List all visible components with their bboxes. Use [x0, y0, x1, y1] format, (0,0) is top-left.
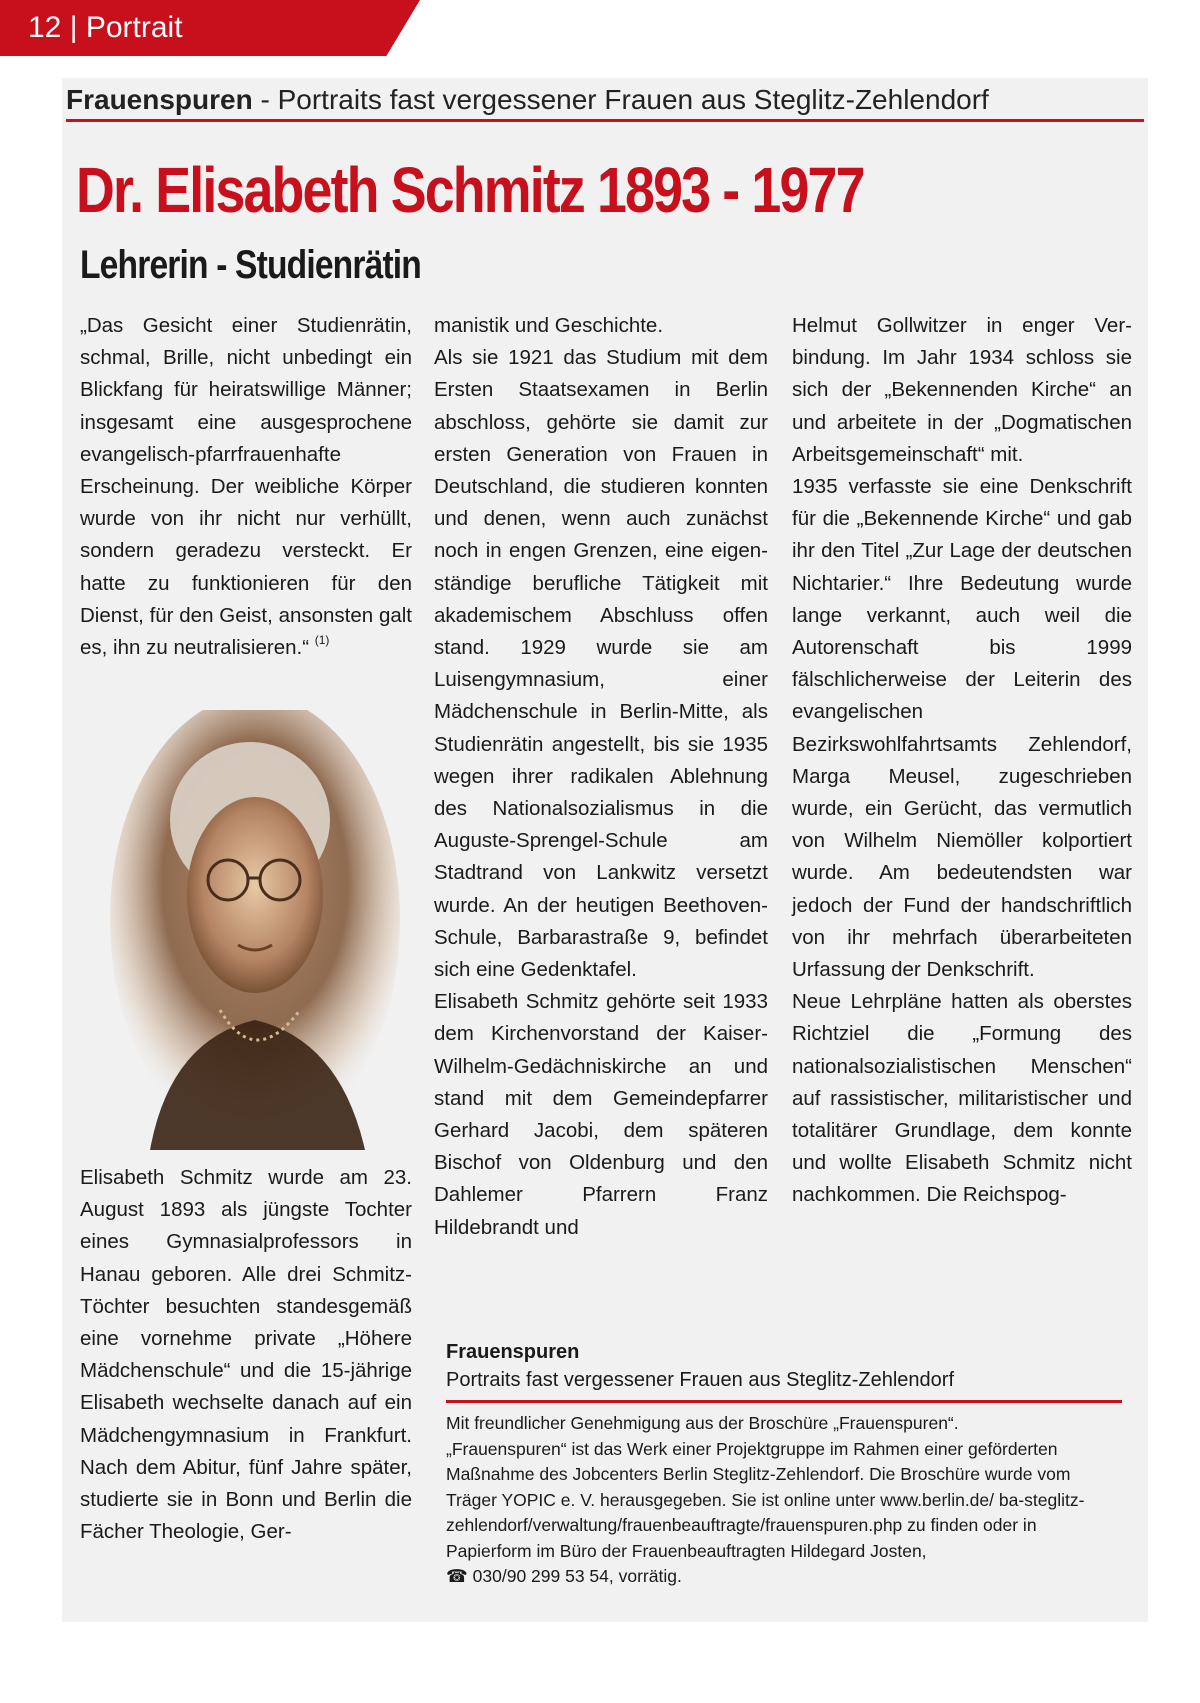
section-tab-label: 12 | Portrait: [28, 11, 183, 44]
source-notes: [446, 1411, 1116, 1590]
series-heading-rest: - Portraits fast vergessener Frauen aus Steglitz-Zehlendorf: [252, 84, 989, 115]
article-title: Dr. Elisabeth Schmitz 1893 - 1977: [76, 154, 864, 226]
source-note-permission: Mit freundlicher Genehmigung aus der Broschüre „Frauenspuren“.: [446, 1413, 959, 1433]
source-box: [446, 1338, 1116, 1590]
series-divider: [66, 119, 1144, 122]
source-note-phone: ☎ 030/90 299 53 54, vorrätig.: [446, 1566, 682, 1586]
column-2: [434, 310, 768, 1244]
portrait-photo: [110, 710, 400, 1150]
footnote-ref: (1): [314, 633, 330, 648]
article-subtitle: Lehrerin - Studienrätin: [80, 243, 421, 287]
column-3-paragraph-1: Helmut Gollwitzer in enger Verbindung. Im Jahr 1934 schloss sie sich der „Bekennenden Kirche“ an und arbeitete in der „Dogmatischen Arbeitsgemeinschaft“ mit.: [792, 314, 1132, 466]
source-divider: [446, 1400, 1122, 1403]
column-3-paragraph-2: 1935 verfasste sie eine Denkschrift für die „Bekennende Kirche“ und gab ihr den Titel „Zur Lage der deutschen Nichtarier.“ Ihre Bedeutung wurde lange verkannt, auch weil die Autorenschaft bis 1999 fälschlicherweise der Leiterin des evangelischen Bezirkswohlfahrtsamts Zehlendorf, Marga Meusel, zugeschrieben wurde, ein Gerücht, das vermutlich von Wilhelm Niemöller kolportiert wurde. Am bedeutendsten war jedoch der Fund der handschriftlich von ihr mehrfach überarbeiteten Urfassung der Denkschrift.: [792, 475, 1132, 982]
intro-quote: [80, 310, 412, 664]
intro-quote-text: „Das Gesicht einer Studienrätin, schmal, Brille, nicht unbedingt ein Blickfang für heiratswillige Männer; insgesamt eine ausgesprochene evangelisch-pfarrfrauenhafte Erscheinung. Der weibliche Körper wurde von ihr nicht nur verhüllt, sondern geradezu versteckt. Er hatte zu funktionieren für den Dienst, für den Geist, ansonsten galt es, ihn zu neutralisieren.“: [80, 314, 412, 660]
source-title: Frauenspuren: [446, 1341, 580, 1363]
column-2-paragraph-2: Als sie 1921 das Studium mit dem Ersten Staatsexamen in Berlin abschloss, gehörte sie damit zur ersten Generation von Frauen in Deutschland, die studieren konnten und denen, wenn auch zunächst noch in engen Grenzen, eine eigenständige berufliche Tätigkeit mit akademischem Abschluss offen stand. 1929 wurde sie am Luisengymnasium, einer Mädchenschule in Berlin-Mitte, als Studienrätin angestellt, bis sie 1935 wegen ihrer radikalen Ablehnung des Nationalsozialismus in die Auguste-Sprengel-Schule am Stadtrand von Lankwitz versetzt wurde. An der heutigen Beethoven-Schule, Barbarastraße 9, befindet sich eine Gedenktafel.: [434, 346, 768, 982]
column-2-paragraph-3: Elisabeth Schmitz gehörte seit 1933 dem Kirchenvorstand der Kaiser-Wilhelm-Gedächniskirche an und stand mit dem Gemeindepfarrer Gerhard Jacobi, dem späteren Bischof von Oldenburg und den Dahlemer Pfarrern Franz Hildebrandt und: [434, 990, 768, 1239]
column-2-paragraph-1: manistik und Geschichte.: [434, 314, 664, 337]
source-subtitle: Portraits fast vergessener Frauen aus Steglitz-Zehlendorf: [446, 1369, 955, 1391]
series-heading: [66, 82, 1126, 118]
column-1-text: Elisabeth Schmitz wurde am 23. August 1893 als jüngste Tochter eines Gymnasialprofessors in Hanau geboren. Alle drei Schmitz-Töchter besuchten standesgemäß eine vornehme private „Höhere Mädchenschule“ und die 15-jährige Elisabeth wechselte danach auf ein Mädchengymnasium in Frankfurt. Nach dem Abitur, fünf Jahre später, studierte sie in Bonn und Berlin die Fächer Theologie, Ger-: [80, 1166, 412, 1544]
source-note-details: „Frauenspuren“ ist das Werk einer Projektgruppe im Rahmen einer geförderten Maßnahme des Jobcenters Berlin Steglitz-Zehlendorf. Die Broschüre wurde vom Träger YOPIC e. V. herausgegeben. Sie ist online unter www.berlin.de/ ba-steglitz-zehlendorf/verwaltung/frauenbeauftragte/frauenspuren.php zu finden oder in Papierform im Büro der Frauenbeauftragten Hildegard Josten,: [446, 1438, 1085, 1561]
column-3-paragraph-3: Neue Lehrpläne hatten als oberstes Richtziel die „Formung des nationalsozialistischen Menschen“ auf rassistischer, militaristischer und totalitärer Grundlage, dem konnte und wollte Elisabeth Schmitz nicht nachkommen. Die Reichspog-: [792, 990, 1132, 1207]
column-3: [792, 310, 1132, 1212]
series-heading-bold: Frauenspuren: [66, 84, 253, 115]
